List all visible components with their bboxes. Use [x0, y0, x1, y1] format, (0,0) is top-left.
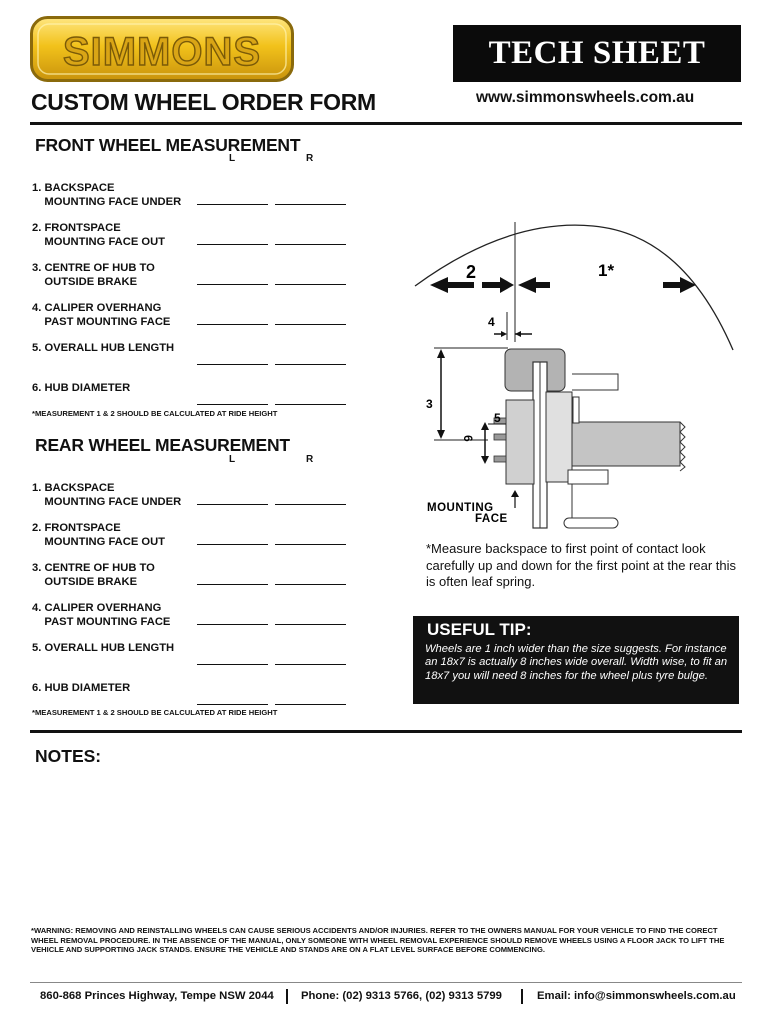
footer-email[interactable]: Email: info@simmonswheels.com.au: [537, 990, 736, 1002]
front-ride-height-note: *MEASUREMENT 1 & 2 SHOULD BE CALCULATED AT RIDE HEIGHT: [32, 409, 278, 418]
rear-item-backspace: 1. BACKSPACE MOUNTING FACE UNDER: [32, 482, 182, 508]
rear-item-caliper: 4. CALIPER OVERHANG PAST MOUNTING FACE: [32, 602, 171, 628]
rear-frontspace-right-field[interactable]: [275, 544, 346, 545]
website-link[interactable]: www.simmonswheels.com.au: [476, 89, 695, 106]
useful-tip-body: Wheels are 1 inch wider than the size suggests. For instance an 18x7 is actually 8 inches wide overall. Width wise, to fit an 18x7 you will need 8 inches for the wheel plus tyre bulge.: [425, 643, 728, 682]
rear-hub-length-right-field[interactable]: [275, 664, 346, 665]
form-title: CUSTOM WHEEL ORDER FORM: [31, 89, 376, 115]
label-5: 5: [494, 411, 501, 425]
notes-area[interactable]: [30, 770, 742, 920]
front-col-left-header: L: [229, 153, 236, 164]
label-2: 2: [466, 262, 477, 282]
front-frontspace-right-field[interactable]: [275, 244, 346, 245]
front-backspace-left-field[interactable]: [197, 204, 268, 205]
front-backspace-right-field[interactable]: [275, 204, 346, 205]
backspace-caption: *Measure backspace to first point of contact look carefully up and down for the first point at the rear this is often leaf spring.: [426, 541, 737, 589]
logo-text: SIMMONS: [62, 30, 262, 74]
label-6: 6: [461, 435, 475, 442]
front-frontspace-left-field[interactable]: [197, 244, 268, 245]
front-item-caliper: 4. CALIPER OVERHANG PAST MOUNTING FACE: [32, 302, 171, 328]
front-hub-length-left-field[interactable]: [197, 364, 268, 365]
rear-section-title: REAR WHEEL MEASUREMENT: [35, 435, 290, 455]
footer-separator: [521, 989, 523, 1004]
rear-caliper-left-field[interactable]: [197, 624, 268, 625]
tech-sheet-banner: TECH SHEET: [453, 25, 741, 82]
front-section-title: FRONT WHEEL MEASUREMENT: [35, 135, 301, 155]
rear-hub-diameter-right-field[interactable]: [275, 704, 346, 705]
rear-hub-diameter-left-field[interactable]: [197, 704, 268, 705]
front-centre-hub-right-field[interactable]: [275, 284, 346, 285]
front-item-hub-length: 5. OVERALL HUB LENGTH: [32, 342, 175, 354]
mounting-label-line2: FACE: [475, 513, 508, 525]
front-hub-length-right-field[interactable]: [275, 364, 346, 365]
rear-backspace-right-field[interactable]: [275, 504, 346, 505]
label-1: 1*: [598, 261, 615, 280]
front-item-backspace: 1. BACKSPACE MOUNTING FACE UNDER: [32, 182, 182, 208]
footer-address: 860-868 Princes Highway, Tempe NSW 2044: [40, 990, 274, 1002]
front-caliper-left-field[interactable]: [197, 324, 268, 325]
front-item-centre-hub: 3. CENTRE OF HUB TO OUTSIDE BRAKE: [32, 262, 155, 288]
rear-backspace-left-field[interactable]: [197, 504, 268, 505]
header-divider: [30, 122, 742, 125]
rear-item-hub-diameter: 6. HUB DIAMETER: [32, 682, 131, 694]
wheel-measurement-diagram: [408, 222, 744, 532]
label-3: 3: [426, 397, 433, 411]
rear-item-centre-hub: 3. CENTRE OF HUB TO OUTSIDE BRAKE: [32, 562, 155, 588]
rear-item-hub-length: 5. OVERALL HUB LENGTH: [32, 642, 175, 654]
useful-tip-title: USEFUL TIP:: [427, 620, 532, 639]
notes-divider: [30, 730, 742, 733]
rear-caliper-right-field[interactable]: [275, 624, 346, 625]
front-item-frontspace: 2. FRONTSPACE MOUNTING FACE OUT: [32, 222, 166, 248]
front-item-hub-diameter: 6. HUB DIAMETER: [32, 382, 131, 394]
useful-tip-box: [413, 616, 739, 704]
rear-centre-hub-left-field[interactable]: [197, 584, 268, 585]
warning-text: *WARNING: REMOVING AND REINSTALLING WHEELS CAN CAUSE SERIOUS ACCIDENTS AND/OR INJURIES. REFER TO THE OWNERS MANUAL FOR YOUR VEHICLE TO FIND THE CORECT WHEEL REMOVAL PROCEDURE. IN THE ABSENCE OF THE MANUAL, ONLY SOMEONE WITH WHEEL REMOVAL EXPERIENCE SHOULD REMOVE WHEELS USING A FLOOR JACK TO LIFT THE VEHICLE AND SUPPORTING JACK STANDS. ENSURE THE VEHICLE AND STANDS ARE ON A FLAT LEVEL SURFACE BEFORE COMMENCING.: [31, 926, 725, 955]
front-hub-diameter-left-field[interactable]: [197, 404, 268, 405]
front-centre-hub-left-field[interactable]: [197, 284, 268, 285]
footer-divider: [30, 982, 742, 983]
rear-ride-height-note: *MEASUREMENT 1 & 2 SHOULD BE CALCULATED AT RIDE HEIGHT: [32, 708, 278, 717]
mounting-label-line1: MOUNTING: [427, 502, 494, 514]
front-hub-diameter-right-field[interactable]: [275, 404, 346, 405]
rear-col-right-header: R: [306, 454, 314, 465]
rear-frontspace-left-field[interactable]: [197, 544, 268, 545]
simmons-logo: [30, 16, 294, 82]
rear-hub-length-left-field[interactable]: [197, 664, 268, 665]
footer-separator: [286, 989, 288, 1004]
rear-item-frontspace: 2. FRONTSPACE MOUNTING FACE OUT: [32, 522, 166, 548]
rear-centre-hub-right-field[interactable]: [275, 584, 346, 585]
front-caliper-right-field[interactable]: [275, 324, 346, 325]
label-4: 4: [488, 315, 495, 329]
front-col-right-header: R: [306, 153, 314, 164]
footer-phone: Phone: (02) 9313 5766, (02) 9313 5799: [301, 990, 502, 1002]
rear-col-left-header: L: [229, 454, 236, 465]
notes-title: NOTES:: [35, 746, 102, 766]
